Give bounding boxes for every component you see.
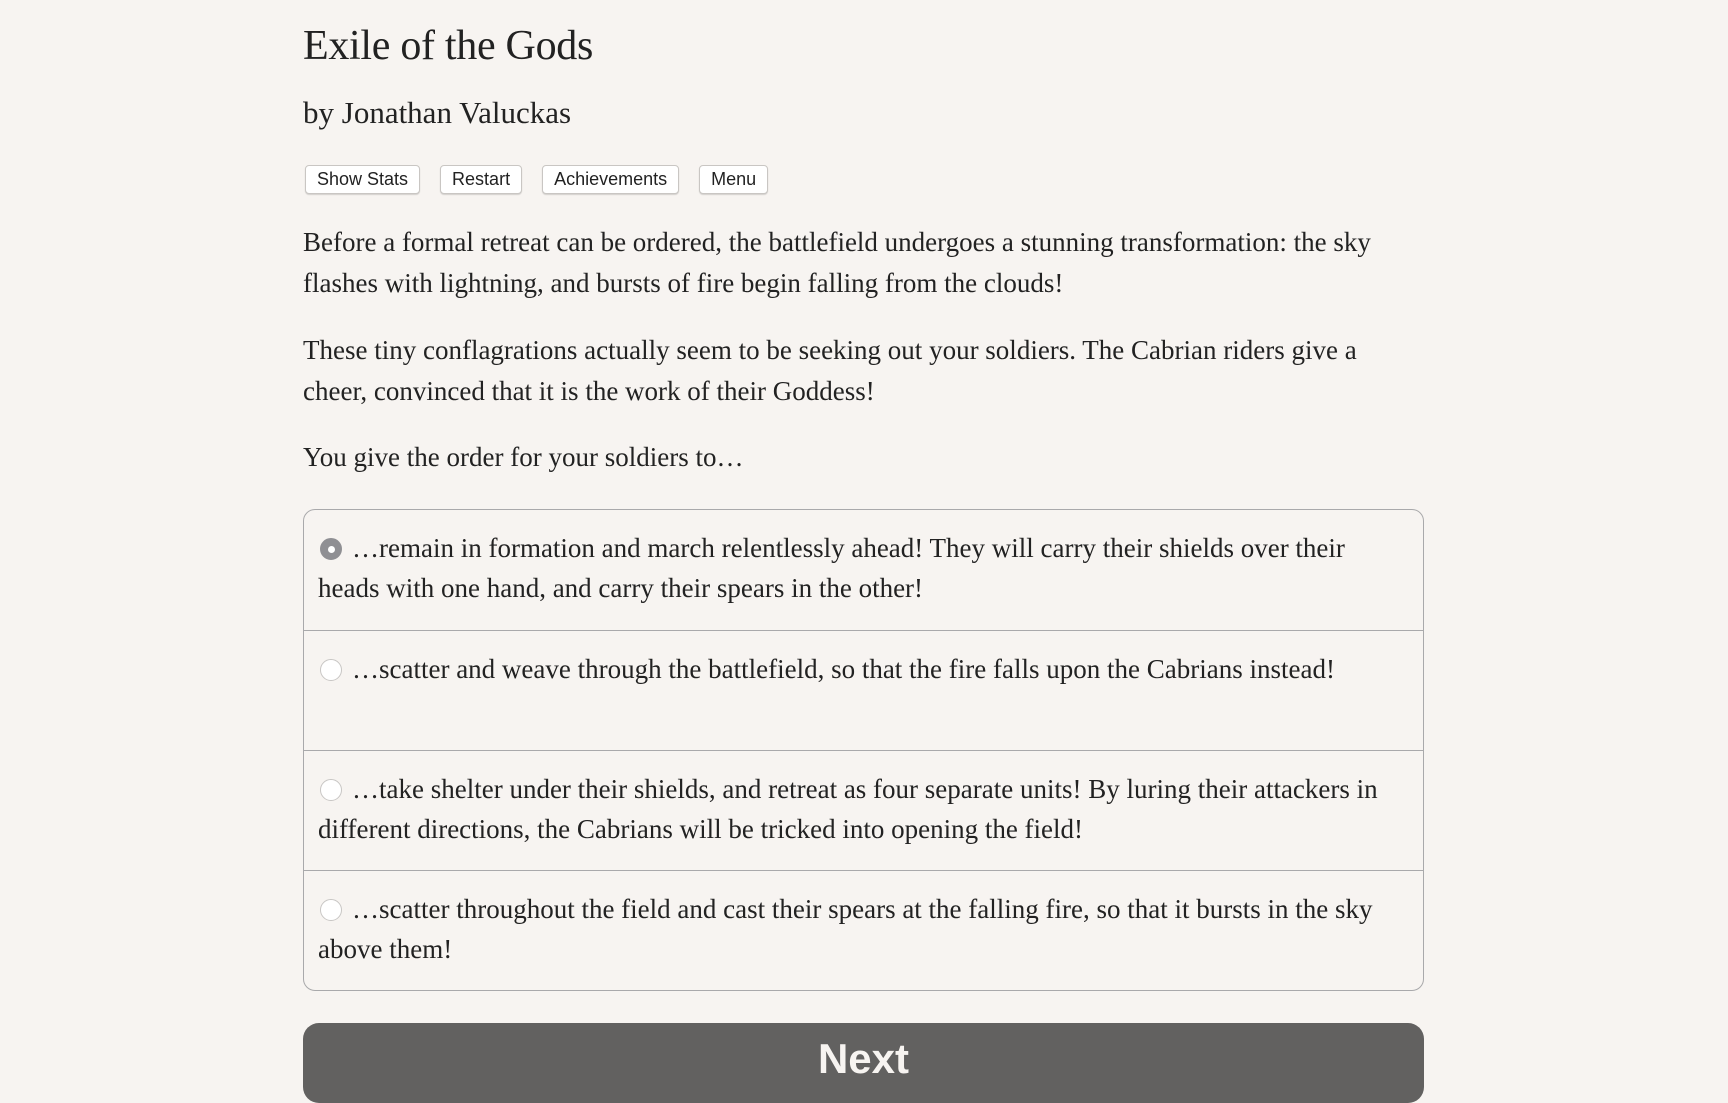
choice-option-2[interactable]: [304, 630, 1423, 750]
radio-unselected-icon[interactable]: [320, 779, 342, 801]
radio-unselected-icon[interactable]: [320, 899, 342, 921]
choice-list: [303, 509, 1424, 991]
game-author: by Jonathan Valuckas: [303, 95, 572, 130]
choice-option-4[interactable]: [304, 870, 1423, 990]
restart-button[interactable]: Restart: [440, 165, 522, 194]
game-title: Exile of the Gods: [303, 23, 594, 69]
next-button[interactable]: Next: [303, 1023, 1424, 1103]
achievements-button[interactable]: Achievements: [542, 165, 679, 194]
choice-option-3[interactable]: [304, 750, 1423, 870]
story-paragraph: Before a formal retreat can be ordered, the battlefield undergoes a stunning transformation: the sky flashes with lightning, and bursts of fire begin falling from the clouds!: [303, 227, 1371, 298]
choice-label: …take shelter under their shields, and retreat as four separate units! By luring their attackers in different directions, the Cabrians will be tricked into opening the field!: [318, 774, 1378, 844]
show-stats-button[interactable]: Show Stats: [305, 165, 420, 194]
radio-unselected-icon[interactable]: [320, 659, 342, 681]
choice-label: …remain in formation and march relentlessly ahead! They will carry their shields over their heads with one hand, and carry their spears in the other!: [318, 533, 1345, 603]
toolbar: [305, 165, 788, 194]
menu-button[interactable]: Menu: [699, 165, 768, 194]
radio-selected-icon[interactable]: [320, 538, 342, 560]
choice-label: …scatter throughout the field and cast their spears at the falling fire, so that it bursts in the sky above them!: [318, 894, 1373, 964]
story-prompt: You give the order for your soldiers to…: [303, 442, 744, 472]
choice-option-1[interactable]: [304, 510, 1423, 630]
choice-label: …scatter and weave through the battlefield, so that the fire falls upon the Cabrians instead!: [352, 654, 1335, 684]
story-paragraph: These tiny conflagrations actually seem to be seeking out your soldiers. The Cabrian riders give a cheer, convinced that it is the work of their Goddess!: [303, 335, 1357, 406]
